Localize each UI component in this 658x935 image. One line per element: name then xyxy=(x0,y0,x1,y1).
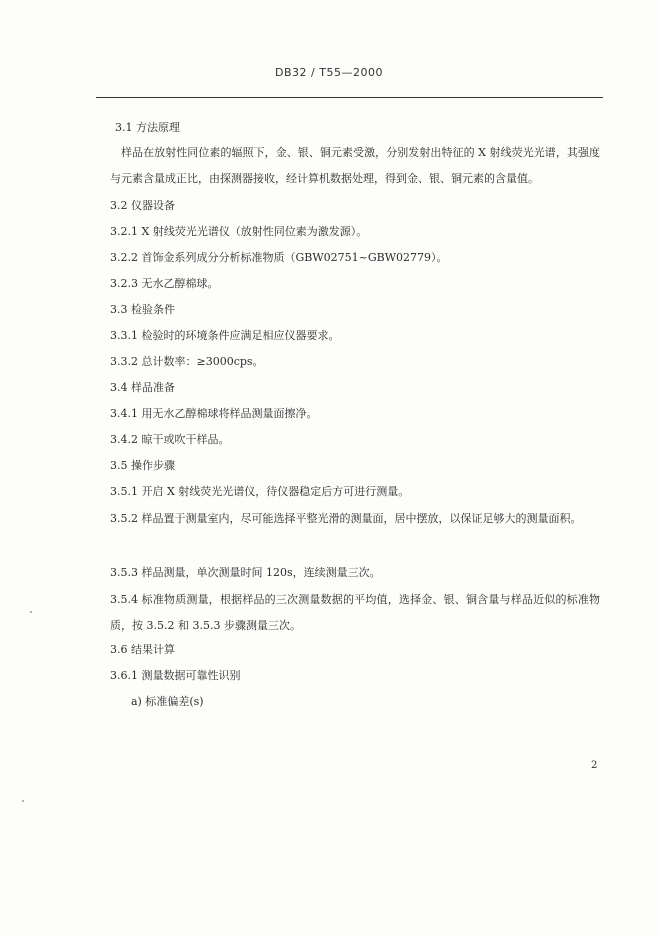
item-a: a) 标准偏差(s) xyxy=(131,695,204,708)
clause-3-5-2: 3.5.2 样品置于测量室内，尽可能选择平整光滑的测量面，居中摆放，以保证足够大的测量面积。 xyxy=(110,512,582,525)
clause-3-5-1: 3.5.1 开启 X 射线荧光光谱仪，待仪器稳定后方可进行测量。 xyxy=(110,485,410,498)
clause-3-3-1: 3.3.1 检验时的环境条件应满足相应仪器要求。 xyxy=(110,329,340,342)
section-3-5-heading: 3.5 操作步骤 xyxy=(110,459,175,472)
header-code: DB32 / T55—2000 xyxy=(275,66,383,79)
section-3-6-heading: 3.6 结果计算 xyxy=(110,643,175,656)
clause-3-5-4: 3.5.4 标准物质测量，根据样品的三次测量数据的平均值，选择金、银、铜含量与样品近似的标准物质，按 3.5.2 和 3.5.3 步骤测量三次。 xyxy=(110,593,600,632)
header-rule xyxy=(96,97,603,98)
clause-3-4-1: 3.4.1 用无水乙醇棉球将样品测量面擦净。 xyxy=(110,407,318,420)
section-3-3-heading: 3.3 检验条件 xyxy=(110,303,175,316)
clause-3-6-1: 3.6.1 测量数据可靠性识别 xyxy=(110,669,241,682)
principle-paragraph: 样品在放射性同位素的辐照下，金、银、铜元素受激，分别发射出特征的 X 射线荧光光谱，其强度与元素含量成正比，由探测器接收，经计算机数据处理，得到金、银、铜元素的含量值。 xyxy=(110,146,600,185)
section-3-2-heading: 3.2 仪器设备 xyxy=(110,199,175,212)
clause-3-2-3: 3.2.3 无水乙醇棉球。 xyxy=(110,277,219,290)
section-3-1-heading: 3.1 方法原理 xyxy=(115,121,180,134)
page-number: 2 xyxy=(591,760,598,771)
clause-3-4-2: 3.4.2 晾干或吹干样品。 xyxy=(110,433,230,446)
clause-3-5-3: 3.5.3 样品测量，单次测量时间 120s，连续测量三次。 xyxy=(110,566,381,579)
scan-speck xyxy=(30,611,32,613)
scan-speck xyxy=(22,800,24,802)
clause-3-3-2: 3.3.2 总计数率：≥3000cps。 xyxy=(110,355,264,368)
clause-3-2-2: 3.2.2 首饰金系列成分分析标准物质（GBW02751~GBW02779）。 xyxy=(110,251,448,264)
section-3-4-heading: 3.4 样品准备 xyxy=(110,381,175,394)
clause-3-2-1: 3.2.1 X 射线荧光光谱仪（放射性同位素为激发源）。 xyxy=(110,225,368,238)
